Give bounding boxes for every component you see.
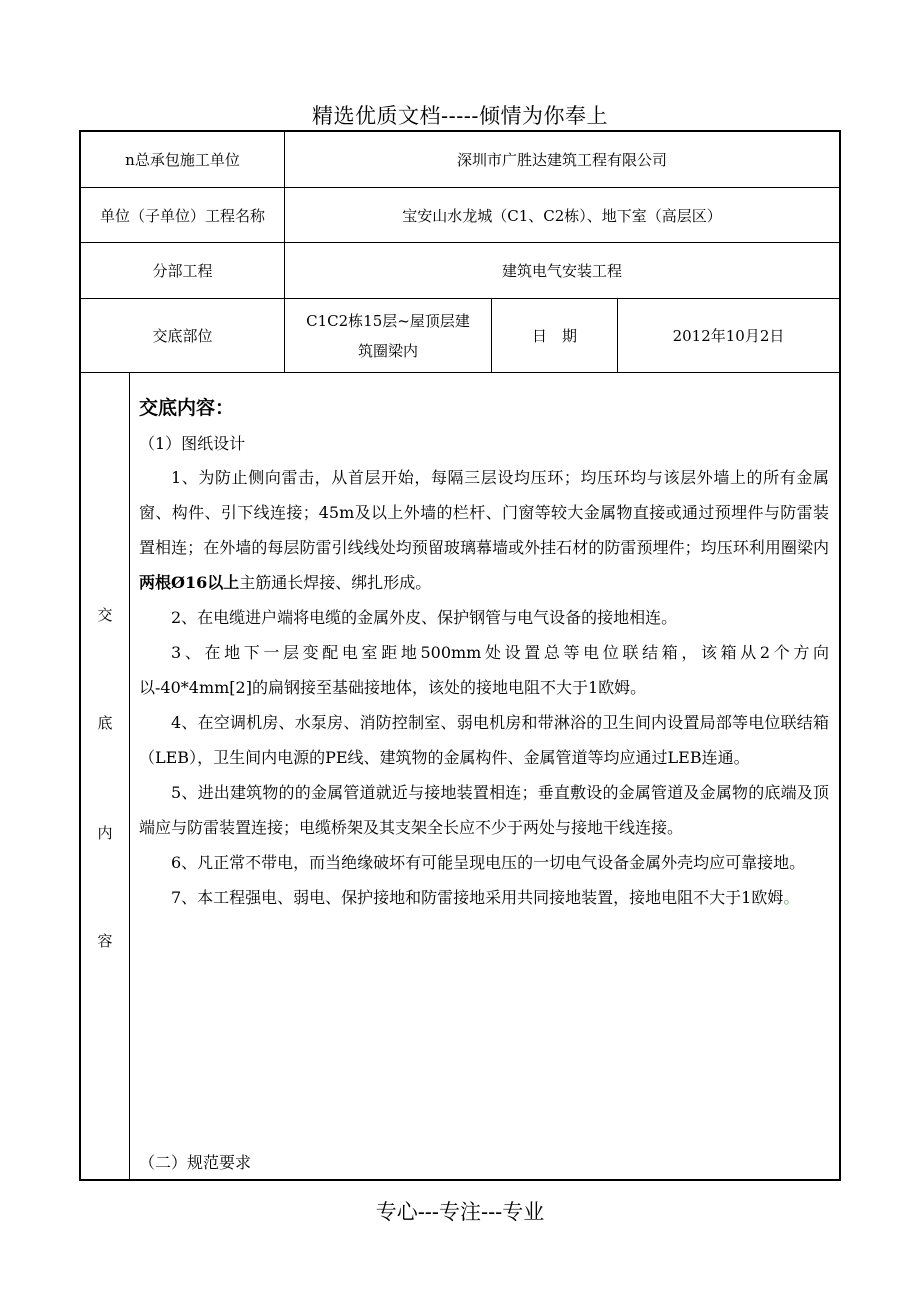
content-paragraph: 6、凡正常不带电，而当绝缘破坏有可能呈现电压的一切电气设备金属外壳均应可靠接地。 (171, 853, 806, 872)
content-paragraph: 1、为防止侧向雷击，从首层开始，每隔三层设均压环；均压环均与该层外墙上的所有金属窗、构件、引下线连接；45m及以上外墙的栏杆、门窗等较大金属物直接或通过预埋件与防雷装置相连；在外墙的每层防雷引线线处均预留玻璃幕墙或外挂石材的防雷预埋件；均压环利用圈梁内两根Ø16以上主筋通长焊接、绑扎形成。 (139, 468, 829, 592)
date-label: 日 期 (531, 327, 577, 345)
location-value (285, 299, 491, 372)
content-paragraph: 4、在空调机房、水泵房、消防控制室、弱电机房和带淋浴的卫生间内设置局部等电位联结箱（LEB），卫生间内电源的PE线、建筑物的金属构件、金属管道等均应通过LEB连通。 (139, 713, 829, 767)
side-label-char: 容 (97, 932, 113, 950)
content-title: 交底内容： (139, 397, 235, 419)
location-value-line1: C1C2栋15层~屋顶层建 (306, 311, 470, 330)
section-heading: （二）规范要求 (139, 1153, 252, 1172)
division-label: 分部工程 (152, 262, 213, 280)
division-value: 建筑电气安装工程 (501, 262, 622, 280)
contractor-value: 深圳市广胜达建筑工程有限公司 (456, 151, 667, 169)
project-label: 单位（子单位）工程名称 (99, 206, 265, 225)
location-value-line2: 筑圈梁内 (357, 341, 418, 360)
contractor-label: n总承包施工单位 (125, 151, 240, 169)
date-value: 2012年10月2日 (672, 327, 785, 345)
content-paragraph: 7、本工程强电、弱电、保护接地和防雷接地采用共同接地装置，接地电阻不大于1欧姆。 (171, 888, 800, 907)
col-divider (129, 372, 130, 1181)
disclosure-content (139, 382, 829, 915)
content-paragraph: 5、进出建筑物的的金属管道就近与接地装置相连；垂直敷设的金属管道及金属物的底端及顶端应与防雷装置连接；电缆桥架及其支架全长应不少于两处与接地干线连接。 (139, 783, 829, 837)
content-paragraph: 3、在地下一层变配电室距地500mm处设置总等电位联结箱，该箱从2个方向以-40*4mm[2]的扁钢接至基础接地体，该处的接地电阻不大于1欧姆。 (139, 643, 829, 697)
disclosure-table (79, 130, 841, 1181)
project-value: 宝安山水龙城（C1、C2栋）、地下室（高层区） (402, 206, 722, 225)
side-label-char: 底 (97, 714, 113, 732)
side-label-char: 内 (97, 824, 113, 842)
location-label: 交底部位 (152, 327, 213, 345)
page-header: 精选优质文档-----倾情为你奉上 (312, 104, 608, 128)
row-divider (81, 372, 839, 373)
content-paragraph: 2、在电缆进户端将电缆的金属外皮、保护钢管与电气设备的接地相连。 (171, 608, 678, 627)
page-footer: 专心---专注---专业 (375, 1200, 545, 1224)
side-label-char: 交 (97, 606, 113, 624)
section-heading: （1）图纸设计 (139, 434, 246, 453)
